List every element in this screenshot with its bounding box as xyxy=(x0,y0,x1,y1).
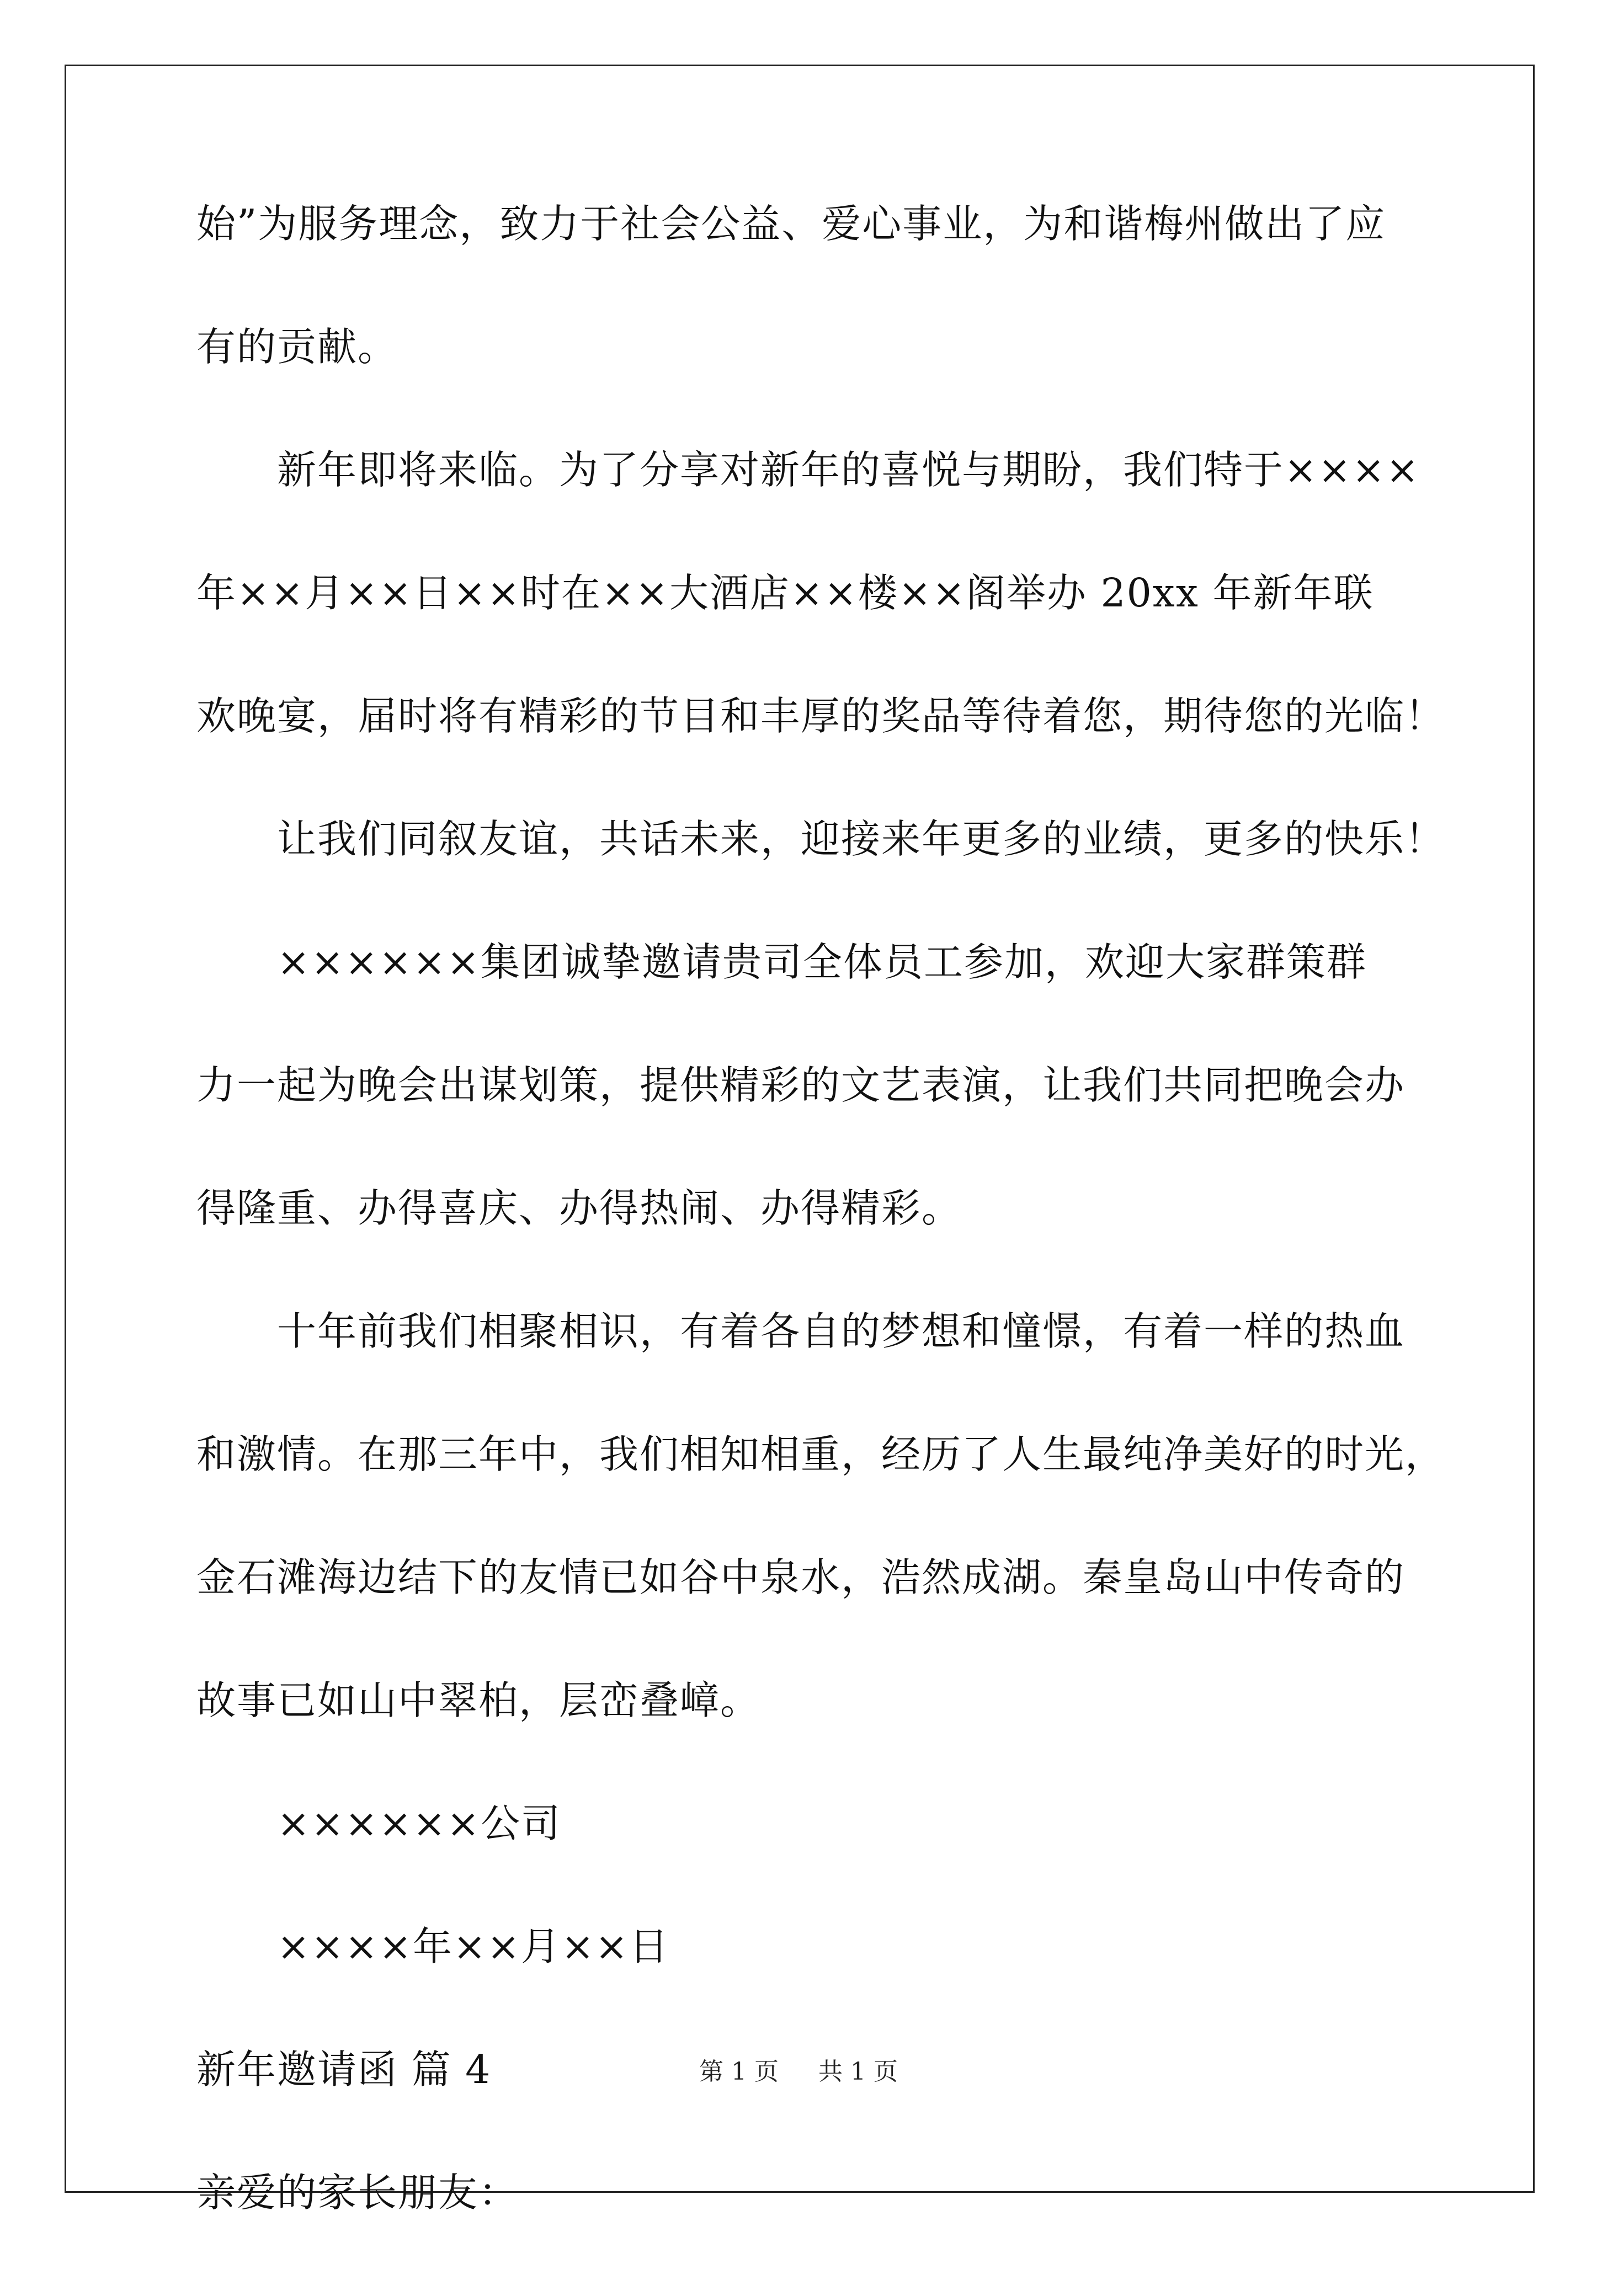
signature-date: ××××年××月××日 xyxy=(277,1924,669,1969)
paragraph-line: 有的贡献。 xyxy=(196,324,398,370)
document-body xyxy=(196,201,1446,2296)
paragraph-line: 让我们同叙友谊，共话未来，迎接来年更多的业绩，更多的快乐！ xyxy=(277,816,1446,862)
salutation: 亲爱的家长朋友： xyxy=(196,2170,519,2215)
paragraph-line: 金石滩海边结下的友情已如谷中泉水，浩然成湖。秦皇岛山中传奇的 xyxy=(196,1554,1406,1600)
paragraph-line: 始”为服务理念，致力于社会公益、爱心事业，为和谐梅州做出了应 xyxy=(196,201,1386,247)
paragraph-line: 新年即将来临。为了分享对新年的喜悦与期盼，我们特于×××× xyxy=(277,447,1420,493)
paragraph-line: 欢晚宴，届时将有精彩的节目和丰厚的奖品等待着您，期待您的光临！ xyxy=(196,693,1446,739)
paragraph-line: 得隆重、办得喜庆、办得热闹、办得精彩。 xyxy=(196,1185,962,1231)
paragraph-line: 十年前我们相聚相识，有着各自的梦想和憧憬，有着一样的热血 xyxy=(277,1308,1406,1354)
paragraph-line: 故事已如山中翠柏，层峦叠嶂。 xyxy=(196,1677,761,1723)
page-footer xyxy=(0,2060,1597,2084)
page-total: 共 1 页 xyxy=(818,2058,898,2086)
page-number: 第 1 页 xyxy=(699,2058,779,2086)
section-heading: 新年邀请函 篇 4 xyxy=(196,2047,492,2092)
paragraph-line: ××××××集团诚挚邀请贵司全体员工参加，欢迎大家群策群 xyxy=(277,939,1367,985)
paragraph-line: 年××月××日××时在××大酒店××楼××阁举办 20xx 年新年联 xyxy=(196,570,1374,616)
paragraph-line: 力一起为晚会出谋划策，提供精彩的文艺表演，让我们共同把晚会办 xyxy=(196,1062,1406,1108)
paragraph-line: 和激情。在那三年中，我们相知相重，经历了人生最纯净美好的时光， xyxy=(196,1431,1446,1477)
signature-company: ××××××公司 xyxy=(277,1800,561,1846)
